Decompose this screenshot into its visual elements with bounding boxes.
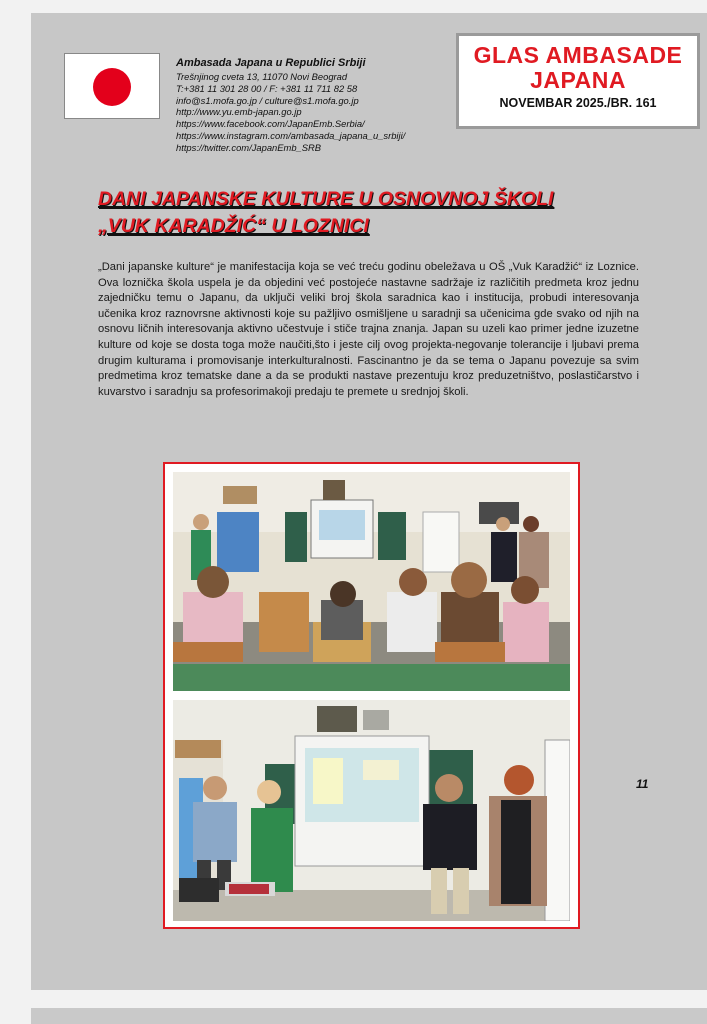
classroom-students-photo <box>173 472 570 691</box>
issue-label: NOVEMBAR 2025./BR. 161 <box>499 96 657 110</box>
contact-website-link[interactable]: http://www.yu.emb-japan.go.jp <box>176 106 302 118</box>
presenters-photo <box>173 700 570 921</box>
masthead-title-line1: GLAS AMBASADE <box>473 42 683 68</box>
contact-twitter-link[interactable]: https://twitter.com/JapanEmb_SRB <box>176 141 322 153</box>
embassy-contact-block <box>176 57 476 154</box>
page-number: 11 <box>636 777 649 791</box>
masthead-title-line2: JAPANA <box>530 67 626 93</box>
newsletter-masthead <box>456 33 700 129</box>
photo-collage <box>163 462 580 929</box>
article-title-line2: „VUK KARADŽIĆ“ U LOZNICI <box>98 215 369 237</box>
contact-email[interactable]: info@s1.mofa.go.jp / culture@s1.mofa.go.jp <box>176 94 359 106</box>
embassy-name: Ambasada Japana u Republici Srbiji <box>176 57 366 69</box>
japan-flag-icon <box>64 53 160 119</box>
flag-sun-disc <box>93 68 131 106</box>
article-title-line1: DANI JAPANSKE KULTURE U OSNOVNOJ ŠKOLI <box>98 188 554 210</box>
contact-address: Trešnjinog cveta 13, 11070 Novi Beograd <box>176 71 348 82</box>
contact-phone: T:+381 11 301 28 00 / F: +381 11 711 82 58 <box>176 82 358 94</box>
contact-instagram-link[interactable]: https://www.instagram.com/ambasada_japana_u_srbiji/ <box>176 129 406 141</box>
next-page-edge <box>31 1008 707 1024</box>
article-body: „Dani japanske kulture“ je manifestacija koja se već treću godinu obeležava u OŠ „Vuk Karadžić“ iz Loznice. Ova loznička škola uspela je da objedini već postojeće nastavne sadržaje iz različitih predmeta kroz jednu zajedničku temu o Japanu, da uključi veliki broj škola saradnica kao i institucija, probudi interesovanja učenika kroz raznovrsne aktivnosti koje su pažljivo osmišljene u saradnji sa učenicima gde svako od njih na osnovu ličnih interesovanja aktivno učestvuje i stiče trajna znanja. Japan su uzeli kao primer jedne izuzetne kulture od koje se dosta toga može naučiti,što i jeste cilj ovog projekta-negovanje tolerancije i ljubavi prema drugim kulturama i promovisanje interkulturalnosti. Fascinantno je da se tema o Japanu povezuje sa svim predmetima kroz tematske dane a da se produkti nastave prezentuju kroz preduzetništvo, poslastičarstvo i kuvarstvo i saradnju sa profesorimakoji predaju te premete u srednjoj školi. <box>98 261 639 398</box>
article-title <box>98 186 638 240</box>
contact-facebook-link[interactable]: https://www.facebook.com/JapanEmb.Serbia/ <box>176 118 365 130</box>
